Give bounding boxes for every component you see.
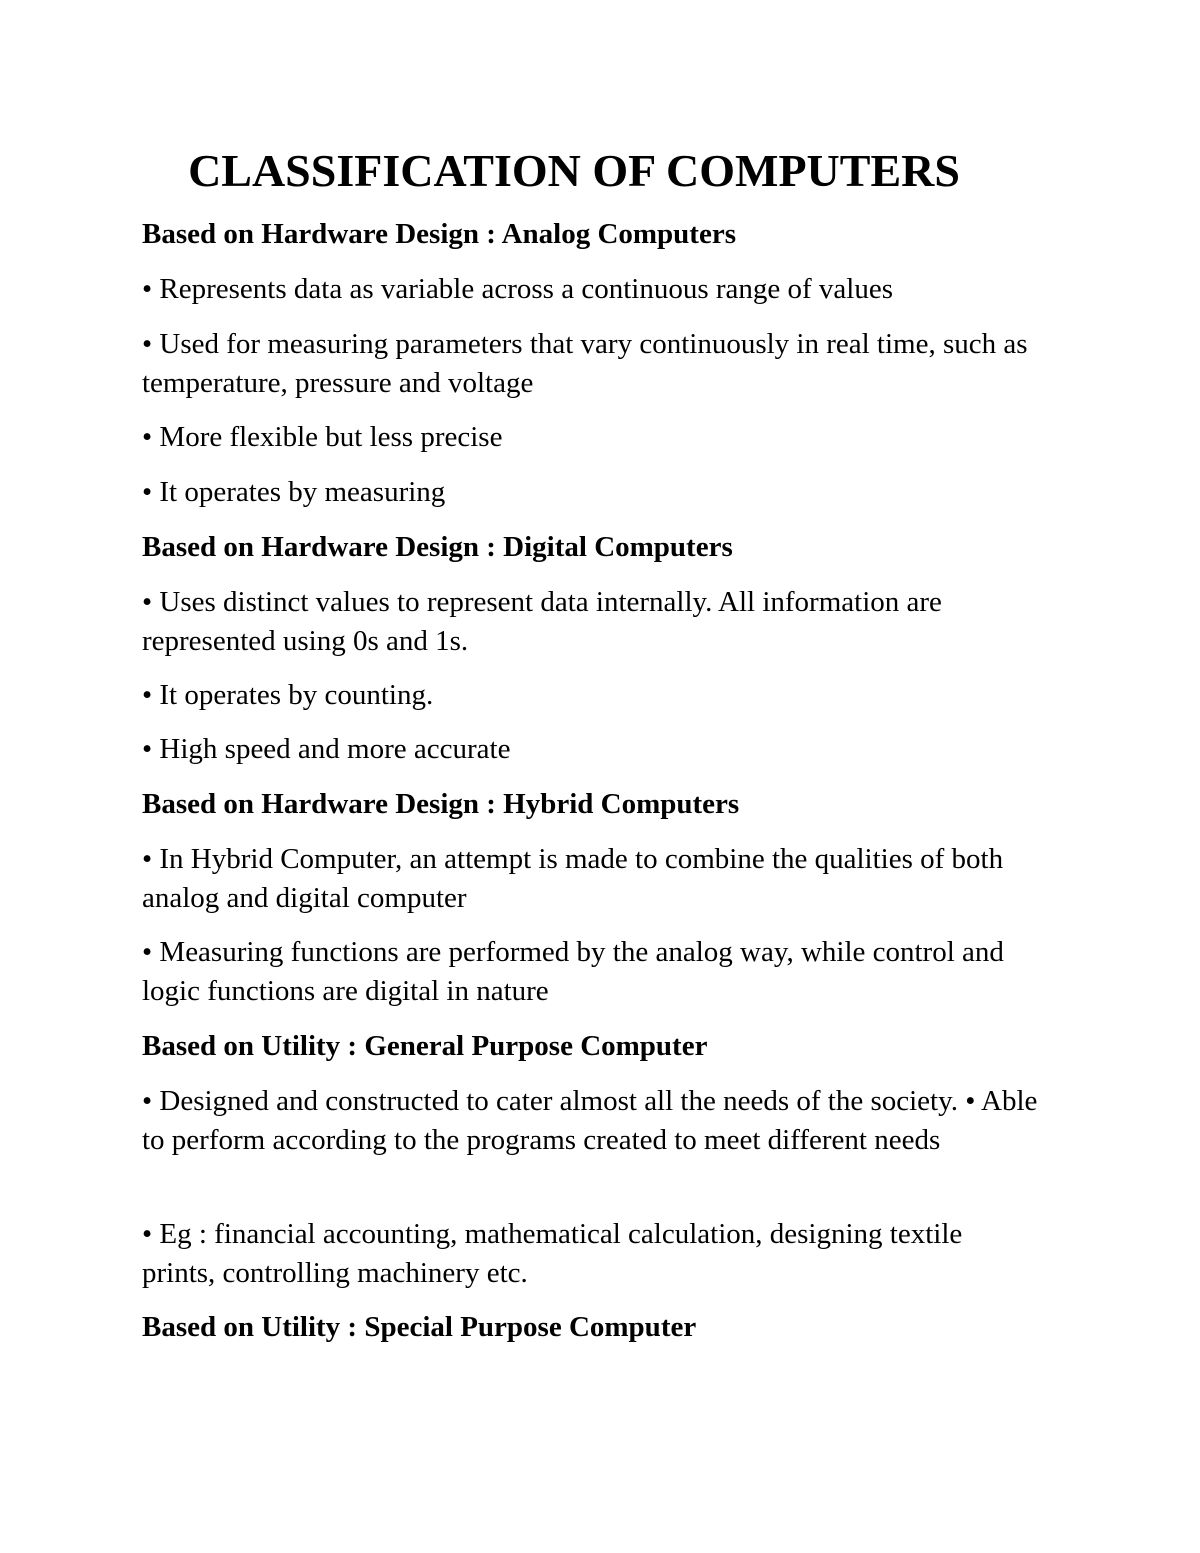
section-heading-hybrid: Based on Hardware Design : Hybrid Computers — [142, 788, 740, 820]
analog-item-4: • It operates by measuring — [142, 476, 446, 508]
document-title: CLASSIFICATION OF COMPUTERS — [188, 145, 960, 196]
digital-item-2: • It operates by counting. — [142, 679, 434, 711]
analog-item-1: • Represents data as variable across a continuous range of values — [142, 273, 893, 305]
hybrid-item-2: • Measuring functions are performed by the analog way, while control and logic functions are digital in nature — [142, 936, 1004, 1007]
digital-item-1: • Uses distinct values to represent data internally. All information are represented using 0s and 1s. — [142, 586, 942, 657]
section-heading-special-purpose: Based on Utility : Special Purpose Computer — [142, 1311, 697, 1343]
section-heading-general-purpose: Based on Utility : General Purpose Computer — [142, 1030, 708, 1062]
digital-item-3: • High speed and more accurate — [142, 733, 511, 765]
analog-item-2: • Used for measuring parameters that vary continuously in real time, such as temperature, pressure and voltage — [142, 328, 1028, 399]
section-heading-analog: Based on Hardware Design : Analog Computers — [142, 218, 736, 250]
general-purpose-item-2: • Eg : financial accounting, mathematical calculation, designing textile prints, controlling machinery etc. — [142, 1218, 963, 1289]
hybrid-item-1: • In Hybrid Computer, an attempt is made to combine the qualities of both analog and digital computer — [142, 843, 1004, 914]
section-heading-digital: Based on Hardware Design : Digital Computers — [142, 531, 733, 563]
analog-item-3: • More flexible but less precise — [142, 421, 503, 453]
general-purpose-item-1: • Designed and constructed to cater almost all the needs of the society. • Able to perform according to the programs created to meet different needs — [142, 1085, 1038, 1156]
